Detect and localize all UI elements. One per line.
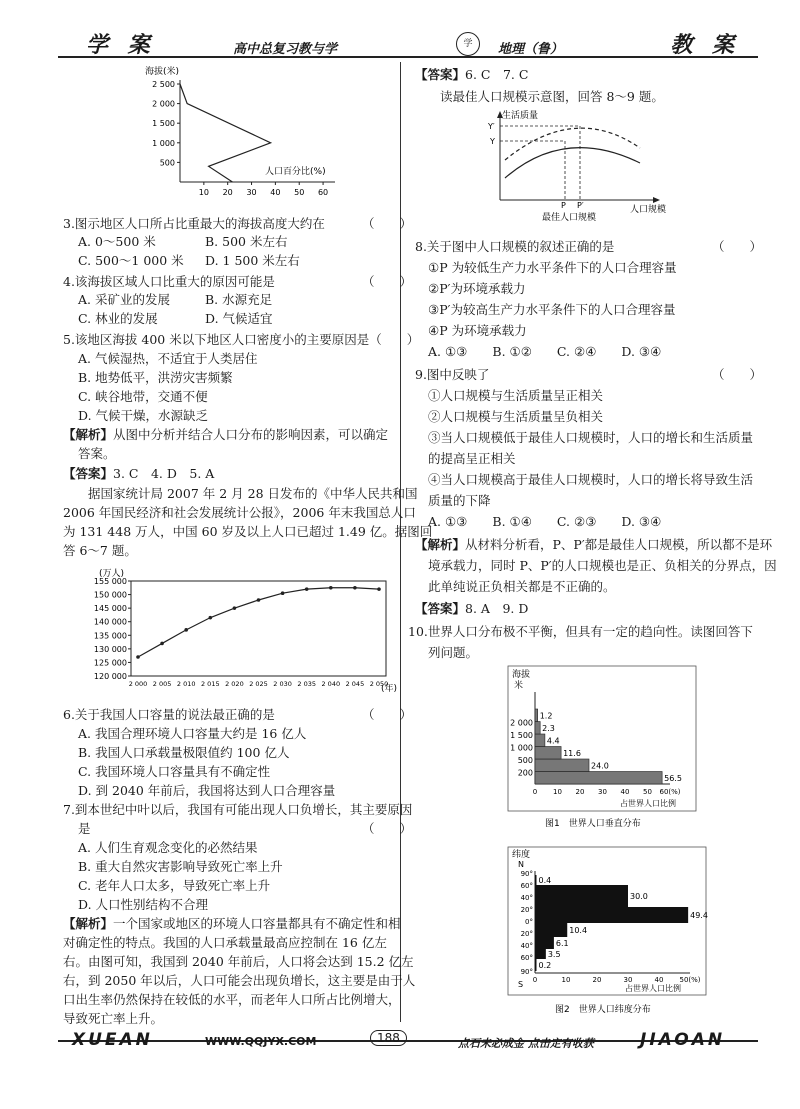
vert-category-label: 2 000 <box>510 718 533 728</box>
q8-statement-4: ④P 为环境承载力 <box>428 323 527 338</box>
analysis-3-line-3: 此单纯说正负相关都是不正确的。 <box>428 579 616 594</box>
lat-xtick-label: 40 <box>654 976 664 984</box>
lat-bar-label: 6.1 <box>555 939 569 948</box>
pop-ytick-label: 145 000 <box>93 604 127 614</box>
vert-bar-label: 1.2 <box>539 711 553 721</box>
answer-2: 【答案】6. C 7. C <box>415 67 529 82</box>
question-3-answer-slot: （ ） <box>362 216 413 231</box>
question-10-line-2: 列问题。 <box>428 645 479 660</box>
pop-data-point <box>377 587 381 591</box>
lat-xtick-label: 30 <box>623 976 633 984</box>
analysis-2-tag: 【解析】 <box>63 916 114 931</box>
pop-data-point <box>329 586 333 590</box>
question-7-line-1: 7.到本世纪中叶以后，我国有可能出现人口负增长，其主要原因 <box>63 802 413 817</box>
vert-category-label: 200 <box>517 768 533 778</box>
pop-ytick-label: 130 000 <box>93 644 127 654</box>
lat-ytick-label: 0° <box>525 918 533 926</box>
alt-xtick-label: 60 <box>317 188 329 197</box>
alt-xtick-label: 30 <box>246 188 257 197</box>
q3-option-d: D. 1 500 米左右 <box>205 253 300 268</box>
q6-option-b: B. 我国人口承载量极限值约 100 亿人 <box>78 745 290 760</box>
vert-bar <box>535 747 561 760</box>
analysis-2-line-4: 右，到 2050 年以后，人口可能会出现负增长，这主要是由于人 <box>63 973 416 988</box>
question-5: 5.该地区海拔 400 米以下地区人口密度小的主要原因是（ ） <box>63 332 420 347</box>
pop-ytick-label: 150 000 <box>93 590 127 600</box>
lat-ytick-label: 60° <box>520 954 533 962</box>
lat-ytick-label: 40° <box>520 894 533 902</box>
analysis-2-line-1: 【解析】一个国家或地区的环境人口容量都具有不确定性和相 <box>63 916 401 931</box>
vert-xtick-label: 50 <box>643 788 652 796</box>
question-4: 4.该海拔区域人口比重大的原因可能是 <box>63 274 275 289</box>
q9-statement-4b: 质量的下降 <box>428 493 491 508</box>
altitude-chart-line <box>180 84 271 182</box>
lat-bar-label: 30.0 <box>630 892 648 901</box>
altitude-chart-ylabel: 海拔(米) <box>145 67 180 77</box>
q7-option-b: B. 重大自然灾害影响导致死亡率上升 <box>78 859 283 874</box>
lat-xtick-label: 10 <box>561 976 571 984</box>
q9-statement-3b: 的提高呈正相关 <box>428 451 516 466</box>
question-9: 9.图中反映了 <box>415 367 490 382</box>
lat-xtick-label: 20 <box>592 976 602 984</box>
vert-category-label: 1 500 <box>510 731 533 740</box>
footer-right-brand: JIAOAN <box>640 1030 726 1050</box>
vert-ylabel-1: 海拔 <box>512 670 531 680</box>
header-right-title: 教 案 <box>670 33 740 58</box>
vert-category-label: 500 <box>517 756 533 765</box>
question-3: 3.图示地区人口所占比重最大的海拔高度大约在 <box>63 216 325 231</box>
altitude-chart-xlabel: 人口百分比(%) <box>265 167 326 177</box>
question-7-line-2: 是 <box>78 821 91 836</box>
column-divider <box>400 62 401 1022</box>
lat-bar-label: 0.2 <box>538 961 552 970</box>
alt-xtick-label: 40 <box>270 188 281 197</box>
footer-left-brand: XUEAN <box>72 1030 153 1050</box>
pop-data-point <box>209 616 213 620</box>
lat-ytick-label: 90° <box>520 870 533 878</box>
question-10-line-1: 10.世界人口分布极不平衡，但具有一定的趋向性。读图回答下 <box>408 624 753 639</box>
pop-ytick-label: 135 000 <box>93 631 127 641</box>
analysis-2-line-2: 对确定性的特点。我国的人口承载量最高应控制在 16 亿左 <box>63 935 387 950</box>
footer-url: WWW.QQJYX.COM <box>205 1035 317 1048</box>
pop-data-point <box>281 591 285 595</box>
quality-chart-ylabel: 生活质量 <box>502 111 539 121</box>
header-rule <box>58 56 758 58</box>
vert-title: 图1 世界人口垂直分布 <box>545 819 641 829</box>
quality-p: P <box>561 201 566 210</box>
quality-y: Y <box>490 137 495 146</box>
pop-ytick-label: 120 000 <box>93 672 127 681</box>
answer-1: 【答案】3. C 4. D 5. A <box>63 466 215 481</box>
alt-ytick-label: 500 <box>159 158 175 168</box>
header-subject: 地理（鲁） <box>498 42 564 57</box>
pop-xtick-label: 2 025 <box>249 680 268 688</box>
footer-slogan: 点石未必成金 点击定有收获 <box>458 1037 594 1050</box>
vert-xlabel: 占世界人口比例 <box>620 799 676 808</box>
analysis-2-line-5: 口出生率仍然保持在较低的水平，而老年人口所占比例增大， <box>63 992 401 1007</box>
pop-xtick-label: 2 000 <box>128 680 148 688</box>
lat-bar-label: 10.4 <box>569 926 588 935</box>
pop-ytick-label: 155 000 <box>93 577 127 586</box>
analysis-1-line-2: 答案。 <box>78 446 116 461</box>
alt-xtick-label: 20 <box>222 188 233 197</box>
lat-bar <box>535 923 567 937</box>
analysis-3-line-1: 【解析】从材料分析看，P、P′都是最佳人口规模，所以都不是环 <box>415 537 773 552</box>
vert-bar-label: 2.3 <box>542 724 555 733</box>
vert-category-label: 1 000 <box>510 743 533 753</box>
q9-statement-1: ①人口规模与生活质量呈正相关 <box>428 388 604 403</box>
q4-option-b: B. 水源充足 <box>205 292 273 307</box>
question-6: 6.关于我国人口容量的说法最正确的是 <box>63 707 275 722</box>
optimal-population-chart <box>480 108 680 226</box>
pop-chart-xlabel: (年) <box>381 684 398 694</box>
page-header <box>58 30 758 58</box>
lat-ytick-label: 20° <box>520 930 533 938</box>
question-4-answer-slot: （ ） <box>362 274 413 289</box>
pop-xtick-label: 2 020 <box>225 680 244 688</box>
lat-ytick-label: 20° <box>520 906 533 914</box>
lat-ytick-label: 40° <box>520 942 533 950</box>
pop-xtick-label: 2 040 <box>321 680 341 688</box>
answer-2-tag: 【答案】 <box>415 67 466 82</box>
vert-bar <box>535 722 540 735</box>
lat-south: S <box>518 980 524 989</box>
pop-xtick-label: 2 005 <box>152 680 172 688</box>
lat-ytick-label: 60° <box>520 882 533 890</box>
vert-bar <box>535 772 662 785</box>
question-7-answer-slot: （ ） <box>362 821 413 836</box>
pop-xtick-label: 2 045 <box>345 680 365 688</box>
header-logo: 学 <box>456 32 480 56</box>
alt-ytick-label: 2 000 <box>152 99 175 109</box>
lat-bar-label: 3.5 <box>547 950 561 959</box>
lat-bar <box>535 937 554 949</box>
altitude-population-chart <box>125 62 345 202</box>
vert-xtick-label: 30 <box>598 788 607 796</box>
pop-data-point <box>233 606 237 610</box>
lat-title: 图2 世界人口纬度分布 <box>555 1005 651 1015</box>
vert-bar-label: 4.4 <box>546 736 560 746</box>
passage-line-2: 2006 年国民经济和社会发展统计公报》，2006 年末我国总人口 <box>63 505 416 520</box>
passage-line-1: 据国家统计局 2007 年 2 月 28 日发布的《中华人民共和国 <box>88 486 418 501</box>
page-number: 188 <box>370 1030 407 1046</box>
vert-bar <box>535 734 545 747</box>
pop-xtick-label: 2 015 <box>200 680 220 688</box>
analysis-3-tag: 【解析】 <box>415 537 466 552</box>
world-vertical-distribution-chart <box>490 664 715 832</box>
vert-xtick-label: 10 <box>553 788 562 796</box>
quality-p-prime: P′ <box>577 201 584 210</box>
alt-xtick-label: 50 <box>294 188 305 197</box>
q9-statement-3a: ③当人口规模低于最佳人口规模时，人口的增长和生活质量 <box>428 430 754 445</box>
vert-ylabel-2: 米 <box>514 681 524 691</box>
lat-ytick-label: 90° <box>520 968 533 976</box>
alt-xtick-label: 10 <box>198 188 209 197</box>
analysis-3-line-2: 境承载力，同时 P、P′的人口规模也是正、负相关的分界点，因 <box>428 558 777 573</box>
lat-xtick-label: 0 <box>532 976 538 984</box>
world-latitude-distribution-chart <box>490 845 720 1017</box>
vert-bar <box>535 759 589 772</box>
lat-ylabel: 纬度 <box>512 850 531 860</box>
answer-3-tag: 【答案】 <box>415 601 466 616</box>
lat-north: N <box>518 860 524 869</box>
pop-ytick-label: 125 000 <box>93 658 127 668</box>
q8-statement-1: ①P 为较低生产力水平条件下的人口合理容量 <box>428 260 677 275</box>
vert-xtick-label: 0 <box>532 788 538 796</box>
q5-option-b: B. 地势低平，洪涝灾害频繁 <box>78 370 233 385</box>
question-9-answer-slot: （ ） <box>712 367 763 382</box>
question-8-answer-slot: （ ） <box>712 239 763 254</box>
passage-line-4: 答 6～7 题。 <box>63 543 137 558</box>
question-6-answer-slot: （ ） <box>362 707 413 722</box>
lat-bar-label: 0.4 <box>538 876 552 885</box>
alt-ytick-label: 2 500 <box>152 80 175 89</box>
q8-statement-2: ②P′为环境承载力 <box>428 281 526 296</box>
china-population-chart <box>63 563 398 698</box>
pop-xtick-label: 2 030 <box>273 680 292 688</box>
vert-xtick-label: 60(%) <box>659 788 681 796</box>
pop-xtick-label: 2 050 <box>369 680 389 688</box>
pop-data-point <box>353 586 357 590</box>
alt-ytick-label: 1 000 <box>152 138 175 148</box>
q7-option-a: A. 人们生育观念变化的必然结果 <box>78 840 258 855</box>
pop-data-point <box>160 642 164 646</box>
header-book-title: 高中总复习教与学 <box>233 42 338 57</box>
pop-ytick-label: 140 000 <box>93 617 127 627</box>
vert-bar-label: 11.6 <box>563 749 581 758</box>
lat-bar <box>535 949 546 959</box>
quality-caption: 最佳人口规模 <box>542 213 597 223</box>
alt-ytick-label: 1 500 <box>152 119 175 129</box>
pop-data-point <box>136 655 140 659</box>
q8-statement-3: ③P′为较高生产力水平条件下的人口合理容量 <box>428 302 676 317</box>
q6-option-c: C. 我国环境人口容量具有不确定性 <box>78 764 271 779</box>
q6-option-a: A. 我国合理环境人口容量大约是 16 亿人 <box>78 726 307 741</box>
lat-bar <box>535 885 628 907</box>
vert-xtick-label: 20 <box>575 788 585 796</box>
answer-1-tag: 【答案】 <box>63 466 114 481</box>
q4-option-c: C. 林业的发展 <box>78 311 158 326</box>
q5-option-a: A. 气候湿热，不适宜于人类居住 <box>78 351 258 366</box>
vert-bar-label: 24.0 <box>591 761 609 771</box>
pop-data-point <box>257 598 261 602</box>
q3-option-a: A. 0～500 米 <box>78 234 156 249</box>
header-left-title: 学 案 <box>86 33 156 58</box>
q3-option-b: B. 500 米左右 <box>205 234 288 249</box>
lat-bar <box>535 959 537 971</box>
lat-xtick-label: 50(%) <box>679 976 701 984</box>
pop-chart-line <box>138 588 379 657</box>
analysis-1-line-1: 【解析】从图中分析并结合人口分布的影响因素，可以确定 <box>63 427 389 442</box>
passage-line-3: 为 131 448 万人，中国 60 岁及以上人口已超过 1.49 亿。据图回 <box>63 524 433 539</box>
quality-y-prime: Y′ <box>488 122 495 131</box>
q3-option-c: C. 500～1 000 米 <box>78 253 184 268</box>
quality-chart-xlabel: 人口规模 <box>630 205 667 215</box>
q7-option-c: C. 老年人口太多，导致死亡率上升 <box>78 878 271 893</box>
pop-xtick-label: 2 010 <box>176 680 196 688</box>
q7-option-d: D. 人口性别结构不合理 <box>78 897 209 912</box>
pop-xtick-label: 2 035 <box>297 680 317 688</box>
analysis-1-tag: 【解析】 <box>63 427 114 442</box>
q5-option-c: C. 峡谷地带，交通不便 <box>78 389 208 404</box>
q4-option-d: D. 气候适宜 <box>205 311 273 326</box>
question-8: 8.关于图中人口规模的叙述正确的是 <box>415 239 615 254</box>
q9-statement-4a: ④当人口规模高于最佳人口规模时，人口的增长将导致生活 <box>428 472 754 487</box>
lat-bar <box>535 907 688 923</box>
lat-xlabel: 占世界人口比例 <box>625 984 681 993</box>
vert-xtick-label: 40 <box>620 788 630 796</box>
lat-bar <box>535 875 537 885</box>
intro-8-9: 读最佳人口规模示意图，回答 8～9 题。 <box>440 89 664 104</box>
lat-bar-label: 49.4 <box>690 911 708 920</box>
q4-option-a: A. 采矿业的发展 <box>78 292 170 307</box>
pop-chart-ylabel: (万人) <box>99 569 125 579</box>
q9-statement-2: ②人口规模与生活质量呈负相关 <box>428 409 604 424</box>
q8-options: A. ①③ B. ①② C. ②④ D. ③④ <box>428 344 662 359</box>
analysis-2-line-3: 右。由图可知，我国到 2040 年前后，人口将会达到 15.2 亿左 <box>63 954 414 969</box>
q6-option-d: D. 到 2040 年前后，我国将达到人口合理容量 <box>78 783 336 798</box>
answer-3: 【答案】8. A 9. D <box>415 601 529 616</box>
q9-options: A. ①③ B. ①④ C. ②③ D. ③④ <box>428 514 662 529</box>
pop-data-point <box>305 587 309 591</box>
vert-bar-label: 56.5 <box>664 774 682 783</box>
pop-data-point <box>184 628 188 632</box>
q5-option-d: D. 气候干燥，水源缺乏 <box>78 408 209 423</box>
analysis-2-line-6: 导致死亡率上升。 <box>63 1011 164 1026</box>
vert-bar <box>535 709 538 722</box>
